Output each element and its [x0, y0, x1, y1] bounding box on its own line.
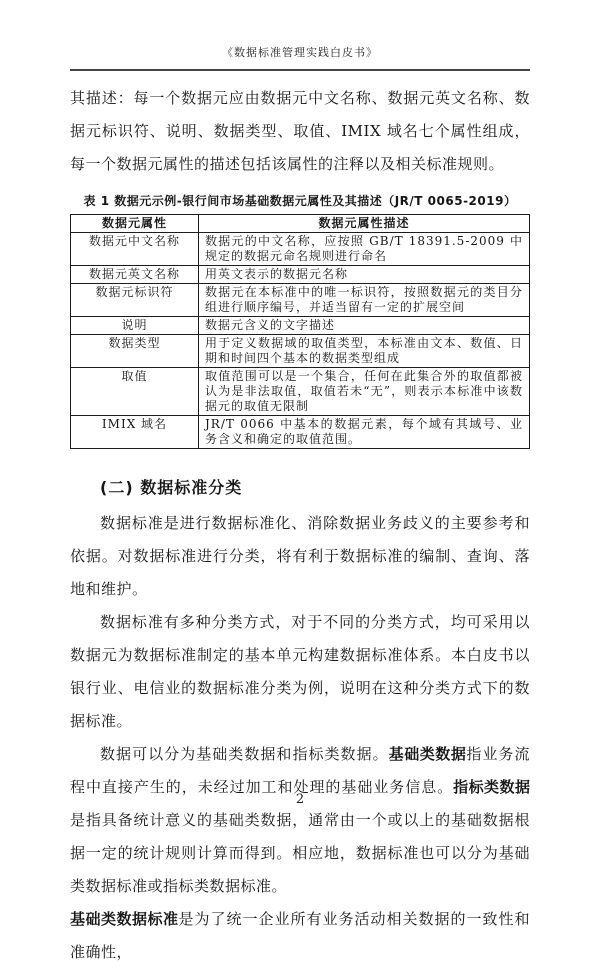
table-header-attribute: 数据元属性 [71, 215, 199, 233]
paragraph-classification-1: 数据标准是进行数据标准化、消除数据业务歧义的主要参考和依据。对数据标准进行分类，将有利于数据标准的编制、查询、落地和维护。 [70, 514, 530, 598]
table-header-description: 数据元属性描述 [199, 215, 530, 233]
table-row [71, 266, 530, 284]
table-row [71, 233, 530, 266]
table-row [71, 416, 530, 449]
intro-paragraph: 其描述：每一个数据元应由数据元中文名称、数据元英文名称、数据元标识符、说明、数据类型、取值、IMIX 域名七个属性组成，每一个数据元属性的描述包括该属性的注释以及相关标准规则。 [70, 89, 530, 173]
description-cell: 数据元含义的文字描述 [199, 317, 530, 335]
bold-term: 指标类数据 [453, 778, 530, 796]
attribute-cell: 数据元中文名称 [71, 233, 199, 266]
text-run: 数据可以分为基础类数据和指标类数据。 [100, 745, 389, 763]
description-cell: 用英文表示的数据元名称 [199, 266, 530, 284]
paragraph-classification-2: 数据标准有多种分类方式，对于不同的分类方式，均可采用以数据元为数据标准制定的基本单元构建数据标准体系。本白皮书以银行业、电信业的数据标准分类为例，说明在这种分类方式下的数据标准。 [70, 613, 530, 730]
description-cell: 数据元在本标准中的唯一标识符，按照数据元的类目分组进行顺序编号，并适当留有一定的扩展空间 [199, 284, 530, 317]
attribute-cell: 取值 [71, 368, 199, 416]
text-run: 是指具备统计意义的基础类数据，通常由一个或以上的基础数据根据一定的统计规则计算而得到。相应地，数据标准也可以分为基础类数据标准或指标类数据标准。 [70, 811, 530, 895]
page-content [70, 0, 530, 969]
attribute-cell: 数据类型 [71, 335, 199, 368]
section-body [70, 507, 530, 969]
table-row [71, 317, 530, 335]
paragraph-basic-standard [70, 903, 530, 969]
table-row [71, 284, 530, 317]
page-number: 2 [295, 792, 305, 807]
description-cell: 数据元的中文名称，应按照 GB/T 18391.5-2009 中规定的数据元命名规则进行命名 [199, 233, 530, 266]
data-element-table [70, 214, 530, 449]
attribute-cell: IMIX 域名 [71, 416, 199, 449]
attribute-cell: 数据元标识符 [71, 284, 199, 317]
running-header-title: 《数据标准管理实践白皮书》 [70, 0, 530, 71]
table-header-row [71, 215, 530, 233]
text-run: 是为了统一企业所有业务活动相关数据的一致性和准确性， [70, 910, 530, 961]
description-cell: JR/T 0066 中基本的数据元素，每个域有其域号、业务含义和确定的取值范围。 [199, 416, 530, 449]
table-row [71, 368, 530, 416]
description-cell: 取值范围可以是一个集合，任何在此集合外的取值都被认为是非法取值，取值若未“无”，则表示本标准中该数据元的取值无限制 [199, 368, 530, 416]
attribute-cell: 数据元英文名称 [71, 266, 199, 284]
table-body [71, 233, 530, 449]
table-caption: 表 1 数据元示例-银行间市场基础数据元属性及其描述（JR/T 0065-2019） [83, 194, 517, 208]
attribute-cell: 说明 [71, 317, 199, 335]
text-run: 指业务流程中直接产生的，未经过加工和处理的基础业务信息。 [70, 745, 530, 796]
paragraph-data-types [70, 738, 530, 903]
table-row [71, 335, 530, 368]
description-cell: 用于定义数据域的取值类型，本标准由文本、数值、日期和时间四个基本的数据类型组成 [199, 335, 530, 368]
section-heading: (二) 数据标准分类 [100, 478, 243, 497]
bold-term: 基础类数据 [388, 745, 467, 763]
bold-term: 基础类数据标准 [70, 910, 179, 928]
